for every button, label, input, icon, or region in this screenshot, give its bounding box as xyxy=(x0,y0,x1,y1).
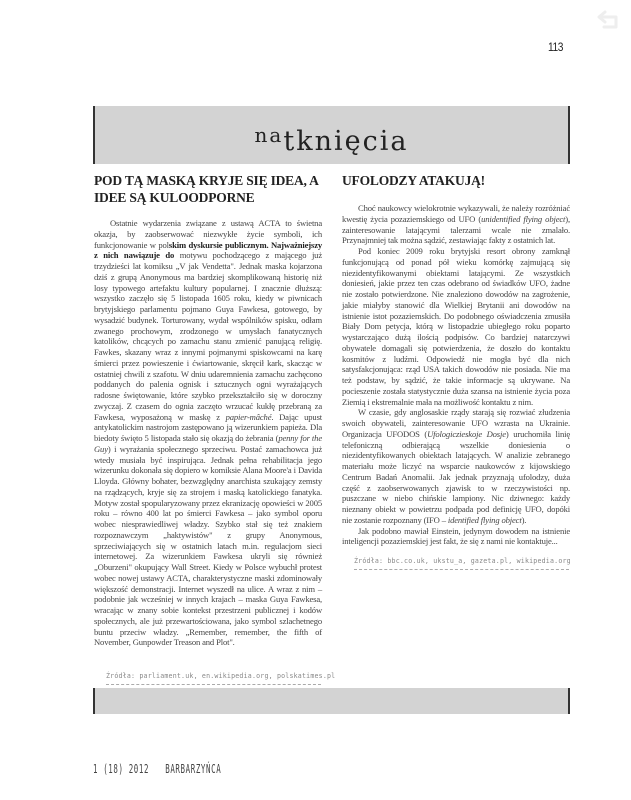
article-paragraph xyxy=(342,407,570,525)
paragraph-text: ). xyxy=(521,514,527,525)
footer-bar xyxy=(93,688,570,714)
paragraph-italic-text: identified flying object xyxy=(447,514,522,525)
article-paragraph xyxy=(94,218,322,648)
section-title-prefix: na xyxy=(254,123,284,147)
source-divider xyxy=(354,569,569,570)
article-paragraph xyxy=(342,203,570,246)
paragraph-text: ) uruchomiła linię telefoniczną odbierającą wszelkie doniesienia o niezidentyfikowanych obiektach latających. W analizie zebranego materiału może liczyć na wsparcie naukowców z kijowskiego Centrum Badań Anomalii. Jak jednak przyznają ufolodzy, duża część z zaobserwowanych zjawisk to w rzeczywistości np. puszczane w niebo chińskie lampiony. Nic dziwnego: każdy nieznany obiekt w powietrzu podpada pod definicję UFO, dopóki nie zostanie rozpoznany (IFO – xyxy=(342,428,570,525)
magazine-name: BARBARZYŃCA xyxy=(165,762,222,776)
paragraph-text: Choć naukowcy wielokrotnie wykazywali, że należy rozróżniać kwestię życia pozaziemskiego od UFO ( xyxy=(342,203,570,224)
issue-number: 1 (18) 2012 xyxy=(93,762,150,776)
undo-arrow-icon xyxy=(596,8,622,32)
paragraph-text: Ostatnie wydarzenia związane z ustawą ACTA to świetna okazja, by zaobserwować niezwykłe życie symboli, ich funkcjonowanie w pol xyxy=(94,218,322,250)
article-right xyxy=(342,172,570,570)
paragraph-text: . Dając upust antykatolickim nastrojom zastępowano ją wizerunkiem papieża. Dla biedoty święto 5 listopada stało się okazją do żebrania ( xyxy=(94,411,323,443)
article-left xyxy=(94,172,336,685)
paragraph-text: ) i wyrażania społecznego sprzeciwu. Postać zamachowca już wtedy musiała być inspirująca. Jednak pełna rehabilitacja jego wizerunku dokonała się dopiero w komiksie Alana Moore'a i Davida Lloyda. Główny bohater, bezwzględny anarchista szukający zemsty na rządzących, kryje się za strojem i maską katolickiego fanatyka. Motyw został spopularyzowany przez ekranizację opowieści w 2005 roku – równo 400 lat po śmierci Fawkesa – jako symbol oporu wobec niesprawiedliwej władzy. Szybko stał się też znakiem rozpoznawczym „haktywistów" z grupy Anonymous, sprzeciwiających się w ostatnich latach m.in. regulacjom sieci internetowej. Za wizerunkiem Fawkesa ukryli się również „Oburzeni" okupujący Wall Street. Kiedy w Polsce wybuchł protest wobec nowej ustawy ACTA, charakterystyczne maski zdominowały większość demonstracji. Internet wyszedł na ulice. A wraz z nim – podobnie jak wcześniej w innych krajach – maska Guya Fawkesa, wracając w znany sobie kontekst przestrzeni publicznej i kodów społecznych, ale już przewartościowana, jako symbol szlachetnego buntu przeciw władzy. „Remember, remember, the fifth of November, Gunpowder Treason and Plot". xyxy=(94,443,322,648)
paragraph-bold-text: skim dyskursie publicznym. Najważniejszy z nich nawiązuje do xyxy=(94,239,322,261)
paragraph-italic-text: papier-mâché xyxy=(225,411,272,422)
article-paragraph: Pod koniec 2009 roku brytyjski resort obrony zamknął funkcjonującą od ponad pół wieku komórkę zajmującą się niezidentyfikowanymi obiektami latającymi. Ze wszystkich doniesień, jakie przez ten czas odebrano od świadków UFO, żadne nie zostało potwierdzone. Nie znaleziono dowodów na zagrożenie, jakie miałyby stanowić dla Wielkiej Brytanii ani dowodów na istnienie istot pozaziemskich. Do podobnego oświadczenia zmusiła Biały Dom petycja, którą w listopadzie ubiegłego roku poparto wystarczająco dużą ilością podpisów. Co bardziej natarczywi obywatele domagali się potwierdzenia, że doszło do kontaktu kosmitów z ludźmi. Odpowiedź nie mogła być dla nich satysfakcjonująca: rząd USA takich dowodów nie posiada. Nie ma też podstaw, by sądzić, że takie informacje są ukrywane. Na pocieszenie została statystycznie duża szansa na istnienie życia poza Ziemią i ekstremalnie mała na możliwość kontaktu z nim. xyxy=(342,246,570,407)
paragraph-text: W czasie, gdy anglosaskie rządy starają się rozwiać złudzenia swoich obywateli, zainteresowanie UFO wzrasta na Ukrainie. Organizacja UFODOS ( xyxy=(342,407,570,439)
paragraph-text: ), zainteresowanie latającymi talerzami wcale nie zmalało. Przynajmniej tak można sądzić, zestawiając fakty z ostatnich lat. xyxy=(342,213,570,246)
source-divider xyxy=(106,684,321,685)
page-number: 113 xyxy=(548,40,563,54)
section-banner xyxy=(93,106,570,164)
paragraph-italic-text: Ufologiczieskoje Dosje xyxy=(427,428,506,439)
article-title: UFOLODZY ATAKUJĄ! xyxy=(342,173,485,188)
article-source: Źródła: bbc.co.uk, ukstu_a, gazeta.pl, wikipedia.org xyxy=(354,557,571,565)
back-button[interactable] xyxy=(596,8,622,32)
paragraph-italic-text: penny for the Guy xyxy=(94,433,322,454)
section-title-main: tknięcia xyxy=(283,126,409,157)
article-paragraph: Jak podobno mawiał Einstein, jedynym dowodem na istnienie inteligencji pozaziemskiej jest fakt, że się z nami nie kontaktuje... xyxy=(342,525,570,547)
article-title: POD TĄ MASKĄ KRYJE SIĘ IDEA, A IDEE SĄ KULOODPORNE xyxy=(94,173,318,205)
paragraph-text: motywu pochodzącego z mającego już trzydzieści lat komiksu „V jak Vendetta". Jednak maska kojarzona dziś z grupą Anonymous ma bardziej skomplikowaną historię niż losy typowego artefaktu kultury popularnej. I znacznie dłuższą: wszystko zaczęło się 5 listopada 1605 roku, kiedy w piwnicach brytyjskiego parlamentu pojmano Guya Fawkesa, gotowego, by wysadzić budynek. Torturowany, wydał wspólników spisku, odłam zwanego prochowym, zrodzonego w umysłach fanatycznych katolików, chcących po zamachu stanu zmienić panującą religię. Fawkes, skazany wraz z innymi pojmanymi spiskowcami na karę śmierci przez powieszenie i ćwiartowanie, skręcił kark, skacząc w ostatniej chwili z szafotu. W dniu udaremnienia zamachu zachęcono poddanych do palenia ognisk i sztucznych ogni wyrażających radosne świętowanie, które szybko przekształciło się w doroczny zwyczaj. Z czasem do ognia zaczęto wrzucać kukłę przebraną za Fawkesa, wyposażoną w maskę z xyxy=(94,250,322,422)
paragraph-italic-text: unidentified flying object xyxy=(481,213,566,224)
section-title xyxy=(254,123,409,157)
article-source: Źródła: parliament.uk, en.wikipedia.org, polskatimes.pl xyxy=(106,672,336,680)
footer-info xyxy=(93,762,237,776)
